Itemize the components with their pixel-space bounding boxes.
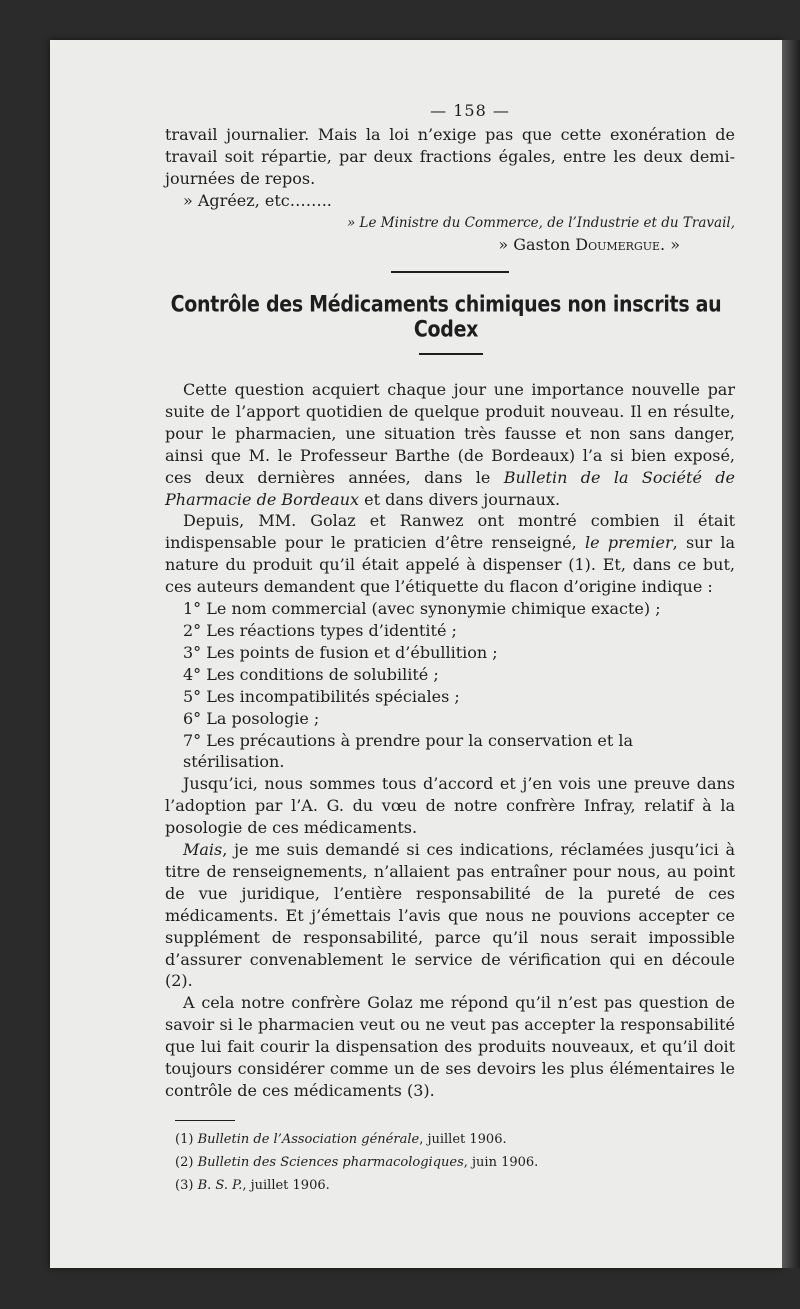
paragraph	[165, 839, 735, 992]
section-divider	[391, 271, 509, 273]
list-item: 6° La posologie ;	[183, 708, 320, 728]
paragraph-text: Depuis, MM. Golaz et Ranwez ont montré combien il était indispensable pour le praticien d’être renseigné,	[165, 511, 735, 553]
footnote-divider	[175, 1120, 235, 1121]
section-title: Contrôle des Médicaments chimiques non inscrits au Codex	[170, 291, 722, 343]
signature-prefix: » Gaston	[498, 235, 576, 254]
list-item: 2° Les réactions types d’identité ;	[183, 620, 457, 640]
paragraph	[165, 510, 735, 598]
letter-closing: » Agréez, etc……..	[183, 191, 332, 210]
paragraph-text: , sur la nature du produit qu’il était appelé à dispenser (1). Et, dans ce but, ces auteurs demandent que l’étiquette du flacon d’origine indique :	[165, 533, 736, 597]
paragraph-italic: Mais	[183, 840, 223, 860]
list-item: 5° Les incompatibilités spéciales ;	[183, 686, 460, 706]
paragraph: Jusqu’ici, nous sommes tous d’accord et j’en vois une preuve dans l’adoption par l’A. G. du vœu de notre confrère Infray, relatif à la posologie de ces médicaments.	[165, 774, 735, 838]
article-body	[165, 379, 735, 1102]
paragraph-italic: le premier	[585, 533, 673, 553]
page-edge	[782, 40, 800, 1268]
letter-ending: travail journalier. Mais la loi n’exige pas que cette exonération de travail soit répartie, par deux fractions égales, entre les deux demi-journées de repos.	[165, 125, 735, 188]
footnote-number: (2)	[175, 1154, 194, 1170]
footnote	[175, 1128, 735, 1151]
signature-title: » Le Ministre du Commerce, de l’Industrie et du Travail,	[346, 215, 735, 231]
paragraph-text: , je me suis demandé si ces indications, réclamées jusqu’ici à titre de renseignements, n’allaient pas entraîner pour nous, au point de vue juridique, l’entière responsabilité de la pureté de ces médicaments. Et j’émettais l’avis que nous ne pouvions accepter ce supplément de responsabilité, parce qu’il nous serait impossible d’assurer convenablement le service de vérification qui en découle (2).	[165, 840, 735, 991]
signature-suffix: . »	[660, 235, 680, 254]
list-item: 4° Les conditions de solubilité ;	[183, 664, 439, 684]
footnote-date: , juin 1906.	[463, 1154, 539, 1170]
paragraph	[165, 379, 735, 510]
footnotes	[165, 1128, 735, 1197]
footnote-number: (3)	[175, 1177, 194, 1193]
list-item: 3° Les points de fusion et d’ébullition ;	[183, 642, 498, 662]
footnote-source: Bulletin des Sciences pharmacologiques	[197, 1154, 464, 1170]
footnote-date: , juillet 1906.	[419, 1131, 507, 1147]
list-item: 1° Le nom commercial (avec synonymie chimique exacte) ;	[183, 599, 661, 619]
footnote-source: Bulletin de l’Association générale	[197, 1131, 420, 1147]
title-underline	[419, 353, 483, 355]
signature-name-line	[165, 234, 735, 256]
signature-name: Doumergue	[575, 235, 661, 254]
paragraph-italic: Bulletin de la Société de Pharmacie de Bordeaux	[165, 467, 735, 509]
footnote-number: (1)	[175, 1131, 194, 1147]
paragraph-text: et dans divers journaux.	[359, 489, 561, 509]
footnote	[175, 1151, 735, 1174]
footnote-source: B. S. P.	[197, 1177, 243, 1193]
footnote	[175, 1174, 735, 1197]
page-content	[165, 100, 735, 1197]
paragraph-text: Cette question acquiert chaque jour une importance nouvelle par suite de l’apport quotidien de quelque produit nouveau. Il en résulte, pour le pharmacien, une situation très fausse et non sans danger, ainsi que M. le Professeur Barthe (de Bordeaux) l’a si bien exposé, ces deux dernières années, dans le	[165, 380, 735, 487]
list-item: 7° Les précautions à prendre pour la conservation et la stérilisation.	[183, 730, 634, 772]
footnote-date: , juillet 1906.	[242, 1177, 330, 1193]
paragraph: A cela notre confrère Golaz me répond qu’il n’est pas question de savoir si le pharmacien veut ou ne veut pas accepter la responsabilité que lui fait courir la dispensation des produits nouveaux, et qu’il doit toujours considérer comme un de ses devoirs les plus élémentaires le contrôle de ces médicaments (3).	[165, 993, 735, 1100]
page-number: — 158 —	[430, 101, 510, 120]
